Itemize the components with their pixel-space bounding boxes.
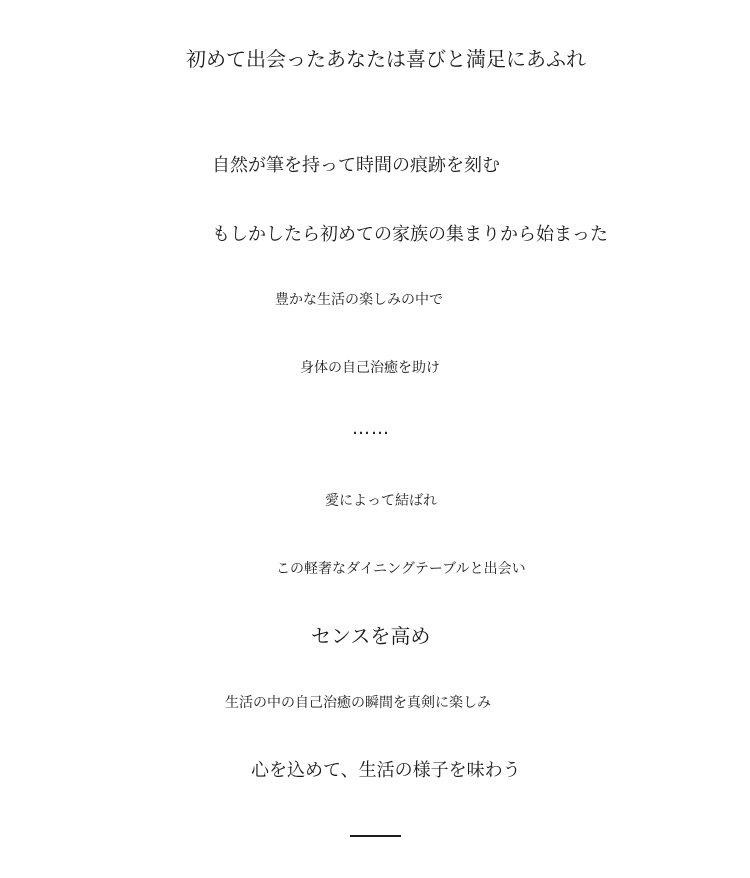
poem-line-9: 生活の中の自己治癒の瞬間を真剣に楽しみ — [225, 695, 491, 711]
poem-ellipsis: …… — [352, 418, 390, 439]
poem-line-2: 自然が筆を持って時間の痕跡を刻む — [212, 155, 500, 176]
divider — [350, 835, 401, 837]
poem-line-10: 心を込めて、生活の様子を味わう — [251, 760, 521, 781]
poem-line-4: 豊かな生活の楽しみの中で — [275, 292, 443, 308]
poem-line-5: 身体の自己治癒を助け — [300, 360, 440, 376]
poem-line-1: 初めて出会ったあなたは喜びと満足にあふれ — [186, 47, 586, 71]
poem-line-6: 愛によって結ばれ — [325, 493, 437, 509]
poem-line-7: この軽奢なダイニングテーブルと出会い — [276, 561, 526, 577]
poem-line-3: もしかしたら初めての家族の集まりから始まった — [212, 224, 608, 245]
poem-line-8: センスを高め — [311, 624, 431, 648]
